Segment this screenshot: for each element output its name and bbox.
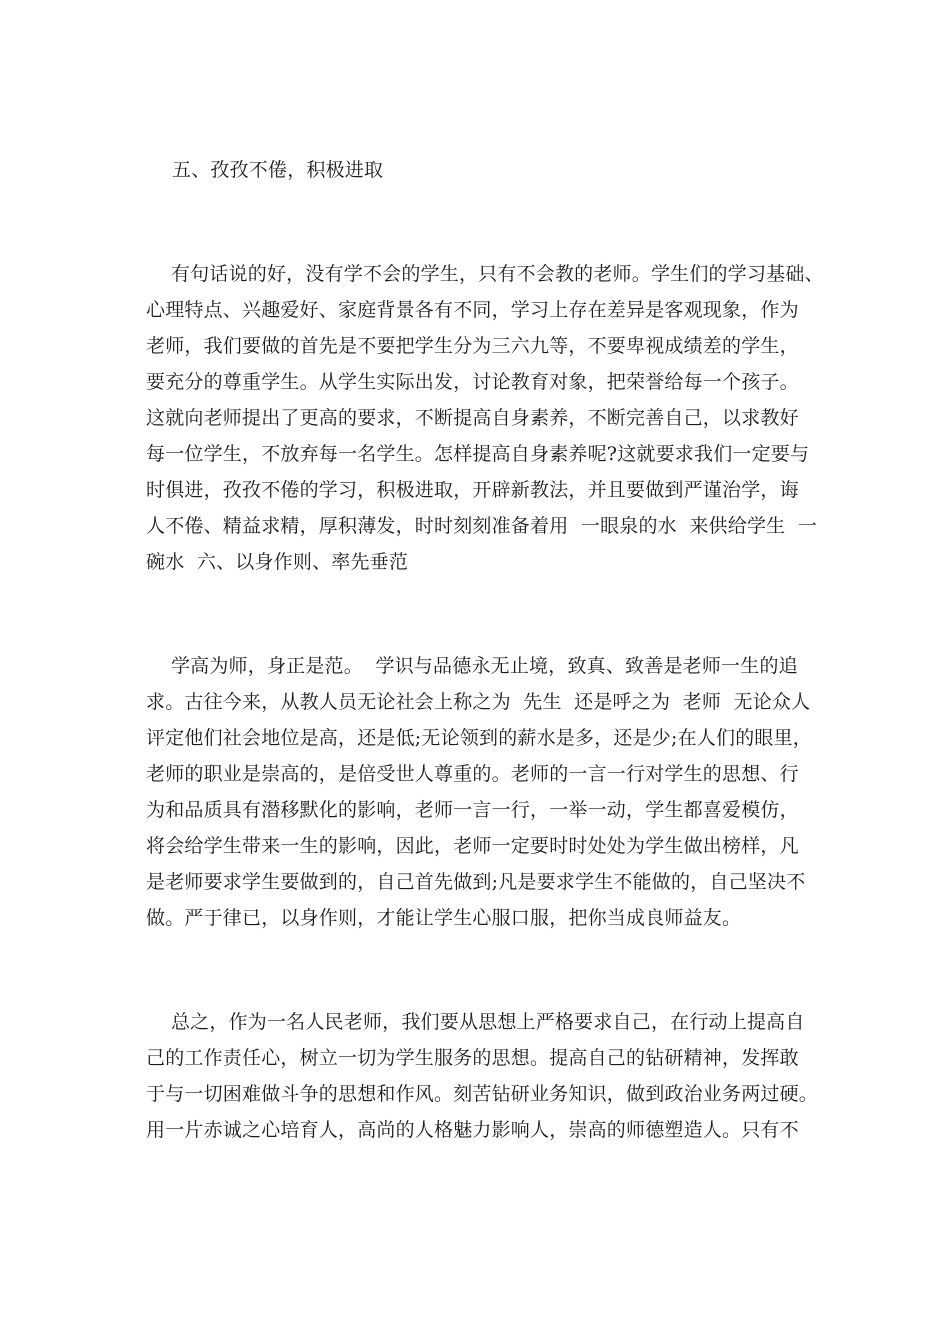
text-line: 时俱进，孜孜不倦的学习，积极进取，开辟新教法，并且要做到严谨治学，诲 [146,479,799,501]
text-line: 于与一切困难做斗争的思想和作风。刻苦钻研业务知识，做到政治业务两过硬。 [146,1083,819,1105]
text-line: 做。严于律已，以身作则，才能让学生心服口服，把你当成良师益友。 [146,907,742,929]
text-line: 将会给学生带来一生的影响，因此，老师一定要时时处处为学生做出榜样，凡 [146,835,799,857]
text-line: 评定他们社会地位是高，还是低;无论领到的薪水是多，还是少;在人们的眼里， [146,727,813,749]
text-line: 这就向老师提出了更高的要求，不断提高自身素养，不断完善自己，以求教好 [146,407,799,429]
text-line: 心理特点、兴趣爱好、家庭背景各有不同，学习上存在差异是客观现象，作为 [146,299,799,321]
text-line: 人不倦、精益求精，厚积薄发，时时刻刻准备着用 一眼泉的水 来供给学生 一 [146,515,818,537]
text-line: 老师，我们要做的首先是不要把学生分为三六九等，不要卑视成绩差的学生， [146,335,799,357]
text-line: 是老师要求学生要做到的，自己首先做到;凡是要求学生不能做的，自己坚决不 [146,871,806,893]
text-line: 要充分的尊重学生。从学生实际出发，讨论教育对象，把荣誉给每一个孩子。 [146,371,799,393]
text-line: 己的工作责任心，树立一切为学生服务的思想。提高自己的钻研精神，发挥敢 [146,1047,799,1069]
text-line: 学高为师，身正是范。 学识与品德永无止境，致真、致善是老师一生的追 [146,655,798,677]
text-line: 老师的职业是崇高的，是倍受世人尊重的。老师的一言一行对学生的思想、行 [146,763,799,785]
text-line: 有句话说的好，没有学不会的学生，只有不会教的老师。学生们的学习基础、 [146,263,824,285]
text-line: 求。古往今来，从教人员无论社会上称之为 先生 还是呼之为 老师 无论众人 [146,691,811,713]
text-line: 用一片赤诚之心培育人，高尚的人格魅力影响人，崇高的师德塑造人。只有不 [146,1119,799,1141]
section-heading: 五、孜孜不倦，积极进取 [172,159,384,181]
text-line: 为和品质具有潜移默化的影响，老师一言一行，一举一动，学生都喜爱模仿， [146,799,799,821]
text-line: 碗水 六、以身作则、率先垂范 [146,551,409,573]
text-line: 每一位学生，不放弃每一名学生。怎样提高自身素养呢?这就要求我们一定要与 [146,443,810,465]
text-line: 总之，作为一名人民老师，我们要从思想上严格要求自己，在行动上提高自 [146,1011,805,1033]
